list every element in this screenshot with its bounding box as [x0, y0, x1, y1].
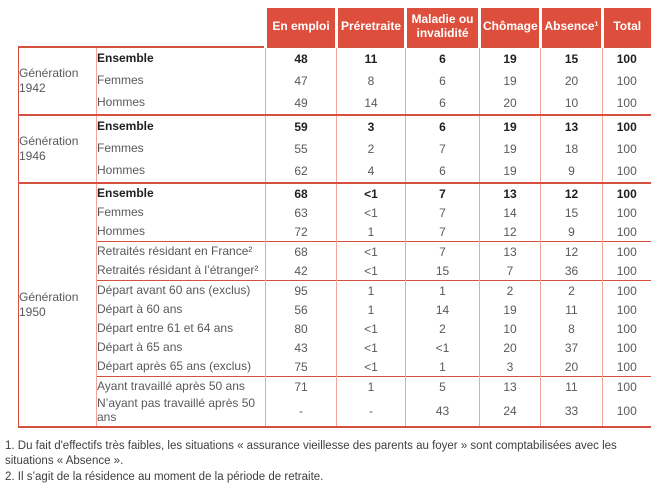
cell-value: -	[337, 396, 406, 427]
cell-value: 100	[603, 242, 651, 262]
column-header: Chômage	[480, 8, 541, 47]
cell-value: 42	[266, 261, 337, 281]
cell-value: -	[266, 396, 337, 427]
cell-value: 100	[603, 300, 651, 319]
cell-value: 100	[603, 160, 651, 183]
cell-value: 95	[266, 281, 337, 301]
cell-value: 59	[266, 115, 337, 138]
cell-value: 37	[541, 338, 603, 357]
table-row	[19, 138, 651, 160]
row-label: Départ à 60 ans	[97, 300, 266, 319]
cell-value: 13	[480, 377, 541, 397]
cell-value: 11	[541, 300, 603, 319]
cell-value: 100	[603, 357, 651, 377]
cell-value: 43	[406, 396, 480, 427]
generation-label: Génération 1946	[19, 115, 97, 183]
cell-value: 14	[406, 300, 480, 319]
cell-value: 100	[603, 138, 651, 160]
table-row	[19, 396, 651, 427]
cell-value: 12	[541, 183, 603, 203]
cell-value: 2	[337, 138, 406, 160]
cell-value: 48	[266, 47, 337, 70]
row-label: N’ayant pas travaillé après 50 ans	[97, 396, 266, 427]
cell-value: 8	[541, 319, 603, 338]
cell-value: 15	[541, 47, 603, 70]
row-label: Retraités résidant en France²	[97, 242, 266, 262]
cell-value: <1	[337, 242, 406, 262]
cell-value: 1	[337, 377, 406, 397]
table-row	[19, 242, 651, 262]
table-row	[19, 357, 651, 377]
footnote-2: 2. Il s’agit de la résidence au moment de la période de retraite.	[5, 471, 324, 484]
generation-label: Génération 1950	[19, 183, 97, 427]
cell-value: 47	[266, 70, 337, 92]
row-label: Départ avant 60 ans (exclus)	[97, 281, 266, 301]
cell-value: 19	[480, 138, 541, 160]
column-header: Préretraite	[337, 8, 406, 47]
table-row	[19, 70, 651, 92]
cell-value: 1	[337, 281, 406, 301]
footnotes	[5, 439, 659, 486]
cell-value: 20	[480, 92, 541, 115]
cell-value: 7	[406, 203, 480, 222]
table-row	[19, 300, 651, 319]
cell-value: 6	[406, 47, 480, 70]
cell-value: <1	[337, 357, 406, 377]
row-label: Départ après 65 ans (exclus)	[97, 357, 266, 377]
generation-situation-table	[18, 8, 651, 428]
cell-value: 13	[480, 183, 541, 203]
cell-value: 6	[406, 160, 480, 183]
cell-value: 72	[266, 222, 337, 242]
cell-value: <1	[337, 338, 406, 357]
cell-value: 1	[406, 357, 480, 377]
cell-value: 18	[541, 138, 603, 160]
table-row	[19, 338, 651, 357]
cell-value: 20	[541, 357, 603, 377]
cell-value: 2	[541, 281, 603, 301]
cell-value: 56	[266, 300, 337, 319]
table-row	[19, 261, 651, 281]
cell-value: 10	[480, 319, 541, 338]
cell-value: 100	[603, 70, 651, 92]
table-row	[19, 281, 651, 301]
cell-value: 100	[603, 261, 651, 281]
row-label: Hommes	[97, 222, 266, 242]
cell-value: <1	[406, 338, 480, 357]
cell-value: 71	[266, 377, 337, 397]
cell-value: 2	[406, 319, 480, 338]
cell-value: 62	[266, 160, 337, 183]
cell-value: 24	[480, 396, 541, 427]
cell-value: <1	[337, 183, 406, 203]
column-header: En emploi	[266, 8, 337, 47]
cell-value: 12	[541, 242, 603, 262]
cell-value: 3	[480, 357, 541, 377]
header-row	[19, 8, 651, 47]
row-label: Ensemble	[97, 115, 266, 138]
cell-value: 19	[480, 300, 541, 319]
cell-value: 43	[266, 338, 337, 357]
row-label: Femmes	[97, 203, 266, 222]
cell-value: 68	[266, 183, 337, 203]
cell-value: 36	[541, 261, 603, 281]
cell-value: 9	[541, 222, 603, 242]
cell-value: 12	[480, 222, 541, 242]
table-row	[19, 319, 651, 338]
cell-value: <1	[337, 203, 406, 222]
cell-value: 20	[480, 338, 541, 357]
cell-value: 4	[337, 160, 406, 183]
cell-value: 13	[541, 115, 603, 138]
cell-value: 15	[541, 203, 603, 222]
cell-value: 11	[541, 377, 603, 397]
column-header: Maladie ou invalidité	[406, 8, 480, 47]
cell-value: <1	[337, 319, 406, 338]
cell-value: 19	[480, 70, 541, 92]
footnote-1: 1. Du fait d'effectifs très faibles, les situations « assurance vieillesse des parents au foyer » sont comptabilisées avec les situations « Absence ».	[5, 440, 617, 468]
cell-value: 19	[480, 160, 541, 183]
cell-value: 19	[480, 47, 541, 70]
table-row	[19, 183, 651, 203]
cell-value: 1	[337, 300, 406, 319]
cell-value: 68	[266, 242, 337, 262]
cell-value: 100	[603, 377, 651, 397]
table-body	[19, 47, 651, 427]
cell-value: 15	[406, 261, 480, 281]
table-row	[19, 160, 651, 183]
row-label: Hommes	[97, 92, 266, 115]
cell-value: 7	[406, 183, 480, 203]
cell-value: 19	[480, 115, 541, 138]
generation-label: Génération 1942	[19, 47, 97, 115]
cell-value: 5	[406, 377, 480, 397]
cell-value: 11	[337, 47, 406, 70]
table-row	[19, 115, 651, 138]
cell-value: 9	[541, 160, 603, 183]
cell-value: 7	[480, 261, 541, 281]
cell-value: 6	[406, 92, 480, 115]
cell-value: 33	[541, 396, 603, 427]
row-label: Ensemble	[97, 47, 266, 70]
table-row	[19, 92, 651, 115]
cell-value: 7	[406, 138, 480, 160]
header-spacer	[19, 8, 266, 47]
cell-value: 100	[603, 319, 651, 338]
table-header	[19, 8, 651, 47]
cell-value: 10	[541, 92, 603, 115]
table-row	[19, 377, 651, 397]
cell-value: 100	[603, 338, 651, 357]
cell-value: 100	[603, 92, 651, 115]
document-page	[0, 8, 663, 484]
cell-value: <1	[337, 261, 406, 281]
column-header: Absence¹	[541, 8, 603, 47]
row-label: Ensemble	[97, 183, 266, 203]
row-label: Femmes	[97, 138, 266, 160]
cell-value: 2	[480, 281, 541, 301]
cell-value: 8	[337, 70, 406, 92]
cell-value: 13	[480, 242, 541, 262]
cell-value: 49	[266, 92, 337, 115]
cell-value: 63	[266, 203, 337, 222]
cell-value: 6	[406, 115, 480, 138]
row-label: Hommes	[97, 160, 266, 183]
cell-value: 14	[337, 92, 406, 115]
column-header: Total	[603, 8, 651, 47]
cell-value: 100	[603, 183, 651, 203]
cell-value: 14	[480, 203, 541, 222]
cell-value: 3	[337, 115, 406, 138]
table-row	[19, 47, 651, 70]
cell-value: 7	[406, 222, 480, 242]
cell-value: 100	[603, 281, 651, 301]
cell-value: 1	[406, 281, 480, 301]
row-label: Femmes	[97, 70, 266, 92]
cell-value: 100	[603, 47, 651, 70]
cell-value: 7	[406, 242, 480, 262]
cell-value: 6	[406, 70, 480, 92]
cell-value: 100	[603, 115, 651, 138]
cell-value: 100	[603, 222, 651, 242]
row-label: Départ à 65 ans	[97, 338, 266, 357]
cell-value: 80	[266, 319, 337, 338]
table-row	[19, 203, 651, 222]
row-label: Départ entre 61 et 64 ans	[97, 319, 266, 338]
cell-value: 100	[603, 203, 651, 222]
cell-value: 1	[337, 222, 406, 242]
row-label: Ayant travaillé après 50 ans	[97, 377, 266, 397]
cell-value: 75	[266, 357, 337, 377]
cell-value: 55	[266, 138, 337, 160]
table-row	[19, 222, 651, 242]
cell-value: 100	[603, 396, 651, 427]
cell-value: 20	[541, 70, 603, 92]
row-label: Retraités résidant à l’étranger²	[97, 261, 266, 281]
